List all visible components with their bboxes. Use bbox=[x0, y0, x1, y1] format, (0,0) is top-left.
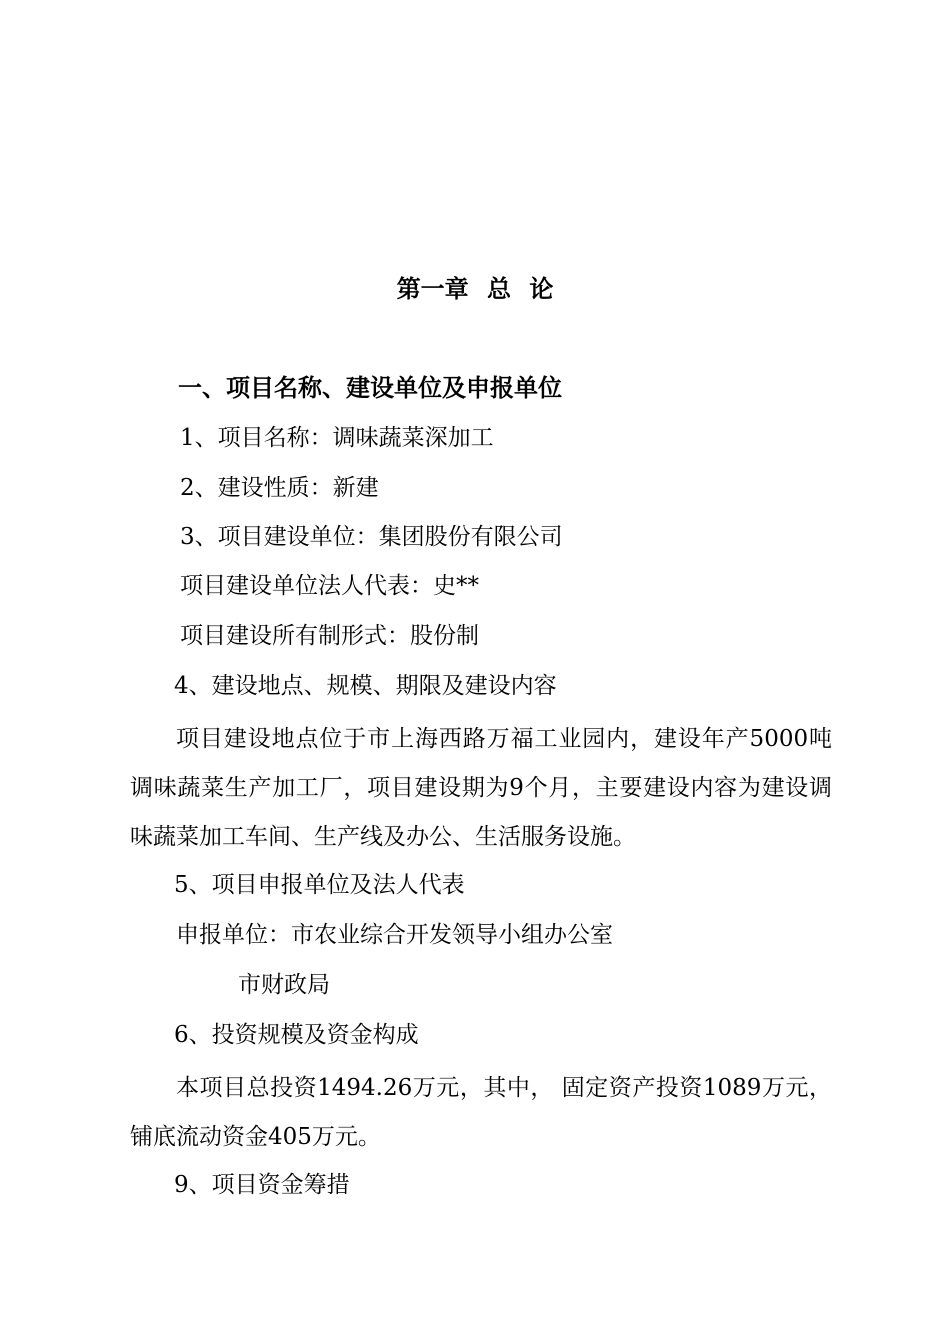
item-ownership-form: 项目建设所有制形式：股份制 bbox=[180, 623, 479, 649]
item-location-heading: 4、建设地点、规模、期限及建设内容 bbox=[174, 673, 557, 699]
item-construction-nature: 2、建设性质：新建 bbox=[180, 475, 379, 501]
item-funding-heading: 9、项目资金筹措 bbox=[174, 1172, 350, 1198]
item-applicant-heading: 5、项目申报单位及法人代表 bbox=[174, 872, 465, 898]
section-heading: 一、项目名称、建设单位及申报单位 bbox=[178, 373, 562, 402]
item-investment-heading: 6、投资规模及资金构成 bbox=[174, 1022, 419, 1048]
location-paragraph: 项目建设地点位于市上海西路万福工业园内，建设年产5000吨调味蔬菜生产加工厂，项目建设期为9个月，主要建设内容为建设调味蔬菜加工车间、生产线及办公、生活服务设施。 bbox=[130, 726, 832, 850]
item-applicant-unit: 申报单位：市农业综合开发领导小组办公室 bbox=[176, 922, 613, 948]
item-project-name: 1、项目名称：调味蔬菜深加工 bbox=[180, 425, 494, 451]
item-applicant-unit-2: 市财政局 bbox=[238, 972, 330, 998]
chapter-title: 第一章 总 论 bbox=[396, 274, 554, 303]
investment-paragraph: 本项目总投资1494.26万元，其中， 固定资产投资1089万元，铺底流动资金405万元。 bbox=[130, 1075, 832, 1150]
item-construction-unit: 3、项目建设单位：集团股份有限公司 bbox=[180, 524, 563, 550]
item-legal-representative: 项目建设单位法人代表：史** bbox=[180, 573, 479, 599]
